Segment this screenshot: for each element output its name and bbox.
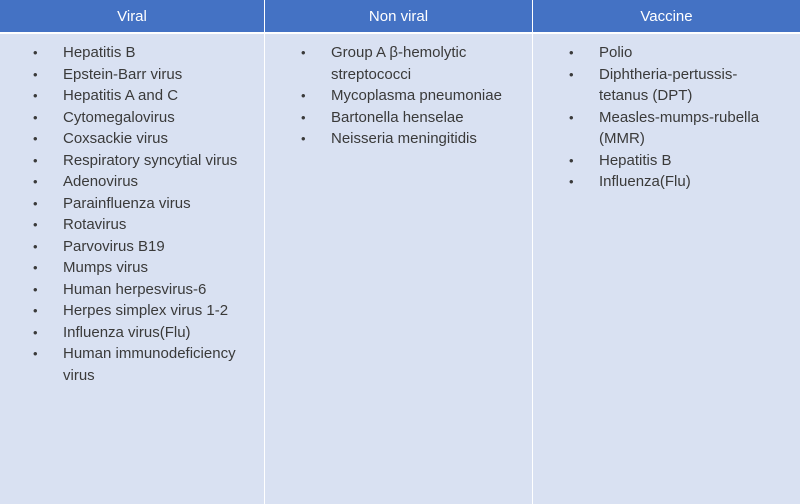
list-item-text: Hepatitis B — [63, 44, 136, 61]
list-item — [0, 343, 264, 386]
vaccine-column — [533, 34, 800, 504]
bullet-icon: • — [33, 303, 38, 318]
list-item — [533, 42, 800, 64]
list-item — [0, 64, 264, 86]
list-item — [265, 107, 532, 129]
bullet-icon: • — [33, 281, 38, 297]
list-item-text: Rotavirus — [63, 216, 127, 233]
bullet-icon: • — [33, 152, 38, 168]
list-item — [0, 257, 264, 279]
list-item — [0, 128, 264, 150]
list-item — [0, 171, 264, 193]
list-item — [265, 128, 532, 150]
list-item — [0, 85, 264, 107]
list-item — [0, 322, 264, 344]
list-item — [0, 236, 264, 258]
bullet-icon: • — [301, 131, 306, 146]
list-item — [0, 150, 264, 172]
list-item-text: Adenovirus — [63, 173, 139, 190]
list-item-text: Parainfluenza virus — [63, 194, 191, 212]
list-item-text: Influenza virus(Flu) — [63, 323, 191, 341]
list-item — [0, 107, 264, 129]
list-item-text: Group A β-hemolytic streptococci — [331, 44, 467, 83]
viral-column — [0, 34, 265, 504]
list-item-text: Neisseria meningitidis — [331, 130, 477, 147]
bullet-icon: • — [33, 217, 38, 232]
list-item-text: Human immunodeficiency virus — [63, 345, 236, 384]
list-item — [0, 300, 264, 322]
bullet-icon: • — [33, 238, 38, 254]
bullet-icon: • — [569, 109, 574, 125]
bullet-icon: • — [301, 88, 306, 103]
bullet-icon: • — [569, 66, 574, 82]
list-item-text: Human herpesvirus-6 — [63, 280, 207, 298]
list-item — [0, 214, 264, 236]
list-item — [265, 85, 532, 107]
list-item — [0, 42, 264, 64]
list-item-text: Cytomegalovirus — [63, 108, 175, 126]
bullet-icon: • — [33, 260, 38, 275]
list-item — [533, 107, 800, 150]
header-vaccine: Vaccine — [533, 0, 800, 34]
bullet-icon: • — [33, 131, 38, 146]
list-item-text: Mycoplasma pneumoniae — [331, 87, 502, 104]
list-item-text: Coxsackie virus — [63, 130, 169, 147]
non-viral-list — [265, 42, 532, 150]
bullet-icon: • — [569, 174, 574, 189]
bullet-icon: • — [301, 109, 306, 125]
list-item-text: Influenza(Flu) — [599, 173, 691, 190]
list-item-text: Polio — [599, 44, 633, 61]
list-item — [265, 42, 532, 85]
list-item-text: Mumps virus — [63, 259, 149, 276]
viral-list — [0, 42, 264, 386]
list-item-text: Herpes simplex virus 1-2 — [63, 302, 229, 319]
list-item — [533, 171, 800, 193]
bullet-icon: • — [33, 195, 38, 211]
bullet-icon: • — [33, 66, 38, 82]
list-item-text: Epstein-Barr virus — [63, 65, 183, 83]
bullet-icon: • — [33, 346, 38, 361]
list-item — [533, 64, 800, 107]
header-viral: Viral — [0, 0, 265, 34]
list-item-text: Hepatitis A and C — [63, 87, 179, 104]
list-item — [533, 150, 800, 172]
bullet-icon: • — [33, 45, 38, 60]
list-item-text: Parvovirus B19 — [63, 237, 165, 255]
bullet-icon: • — [569, 152, 574, 168]
bullet-icon: • — [569, 45, 574, 60]
bullet-icon: • — [33, 88, 38, 103]
list-item-text: Bartonella henselae — [331, 108, 464, 126]
list-item-text: Measles-mumps-rubella (MMR) — [599, 108, 760, 147]
non-viral-column — [265, 34, 533, 504]
vaccine-list — [533, 42, 800, 193]
list-item — [0, 193, 264, 215]
header-non-viral: Non viral — [265, 0, 533, 34]
bullet-icon: • — [301, 45, 306, 60]
bullet-icon: • — [33, 109, 38, 125]
list-item — [0, 279, 264, 301]
bullet-icon: • — [33, 174, 38, 189]
bullet-icon: • — [33, 324, 38, 340]
list-item-text: Hepatitis B — [599, 151, 672, 169]
list-item-text: Diphtheria-pertussis-tetanus (DPT) — [599, 65, 738, 104]
list-item-text: Respiratory syncytial virus — [63, 151, 238, 169]
